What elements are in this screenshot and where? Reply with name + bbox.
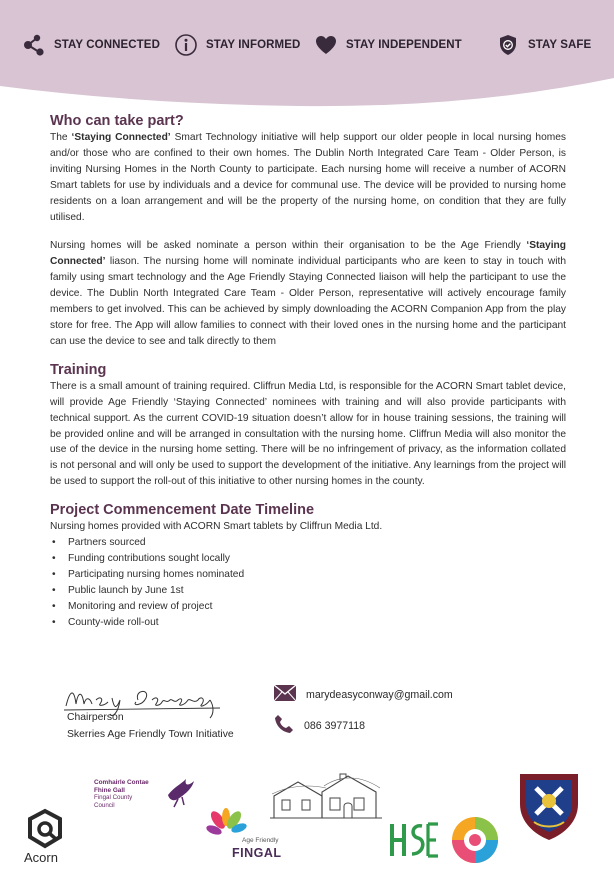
timeline-list (50, 535, 566, 631)
who-paragraph-2: Nursing homes will be asked nominate a person within their organisation to be the Age Friendly ‘Staying Connected’ liason. The nursing home will nominate individual participants who are keen to stay in touch with family using smart technology and the Age Friendly Staying Connected liaison will help the participant to use the device. The Dublin North Integrated Care Team - Older Person, representative will actively encourage family members to get involved. This can be achieved by simply downloading the ACORN Companion App from the play store for free. The App will allow families to connect with their loved ones in the nursing home and the participant can use the device to see and talk directly to them (50, 240, 566, 347)
contact-email-row (274, 685, 453, 705)
acorn-wordmark: Acorn (24, 850, 58, 865)
list-item: • County-wide roll-out (50, 615, 566, 631)
contact-phone[interactable]: 086 3977118 (304, 720, 366, 732)
list-item: • Monitoring and review of project (50, 599, 566, 615)
contact-email[interactable]: marydeasyconway@gmail.com (306, 689, 453, 701)
nav-stay-informed (174, 30, 300, 60)
nav-label: STAY CONNECTED (54, 39, 160, 51)
fingal-bird-icon (164, 775, 200, 814)
header-nav (0, 30, 614, 60)
network-nodes-icon (22, 33, 46, 57)
main-content (50, 112, 566, 631)
info-icon (174, 33, 198, 57)
heart-icon (314, 33, 338, 57)
hse-logo (388, 820, 440, 865)
list-item: • Public launch by June 1st (50, 583, 566, 599)
section-title-timeline: Project Commencement Date Timeline (50, 502, 315, 519)
phone-icon (274, 714, 294, 739)
list-item: • Partners sourced (50, 535, 566, 551)
age-friendly-small-text: Age Friendly (242, 837, 279, 844)
timeline-intro: Nursing homes provided with ACORN Smart tablets by Cliffrun Media Ltd. (50, 521, 383, 533)
shield-check-icon (496, 33, 520, 57)
age-friendly-fingal-text: FINGAL (232, 846, 282, 860)
nav-stay-connected (22, 30, 160, 60)
nav-stay-safe (496, 30, 591, 60)
envelope-icon (274, 685, 296, 706)
age-friendly-fingal-flower-icon (206, 808, 248, 851)
fingal-council-logo-text: Comhairle Contae Fhine Gall Fingal County Council (94, 779, 149, 809)
nav-label: STAY INFORMED (206, 39, 301, 51)
section-title-training: Training (50, 361, 107, 378)
list-item: • Participating nursing homes nominated (50, 567, 566, 583)
town-building-sketch-icon (268, 772, 384, 827)
contact-block (274, 685, 453, 747)
who-paragraph-1: The ‘Staying Connected’ Smart Technology initiative will help support our older people in local nursing homes and/or those who are confined to their own homes. The Dublin North Integrated Care Team - Older Person, is inviting Nursing Homes in the North County to participate. Each nursing home will receive a number of ACORN Smart tablets for use by individuals and a device for communal use. The device will be provided to nursing home residents on a loan arrangement and will be the property of the nursing home, on condition that they are fully utilised. (50, 132, 566, 223)
acorn-logo (22, 808, 68, 855)
nav-stay-independent (314, 30, 462, 60)
signatory-role: Chairperson (67, 712, 124, 723)
nav-label: STAY INDEPENDENT (346, 39, 462, 51)
list-item: • Funding contributions sought locally (50, 551, 566, 567)
nav-label: STAY SAFE (528, 39, 592, 51)
crest-shield-logo (514, 770, 584, 847)
colourful-circle-logo (450, 815, 500, 870)
section-title-who: Who can take part? (50, 113, 184, 129)
contact-phone-row (274, 716, 453, 736)
signature-block (67, 709, 234, 743)
signatory-organisation: Skerries Age Friendly Town Initiative (67, 729, 234, 740)
training-paragraph: There is a small amount of training required. Cliffrun Media Ltd, is responsible for the ACORN Smart tablet device, will provide Age Friendly ‘Staying Connected’ nominees with training and will also provide participants with technical support. As the current COVID-19 situation doesn’t allow for in house training sessions, the training will be provided online and will be arranged in consultation with the nursing home. Cliffrun Media will also monitor the use of the device in the nursing home setting. There will be no infringement of privacy, as the information collated is not personal and will only be used to support the development of the initiative. Any learnings from the project will be used to support the roll-out of this initiative to other nursing homes in the county. (50, 380, 566, 488)
